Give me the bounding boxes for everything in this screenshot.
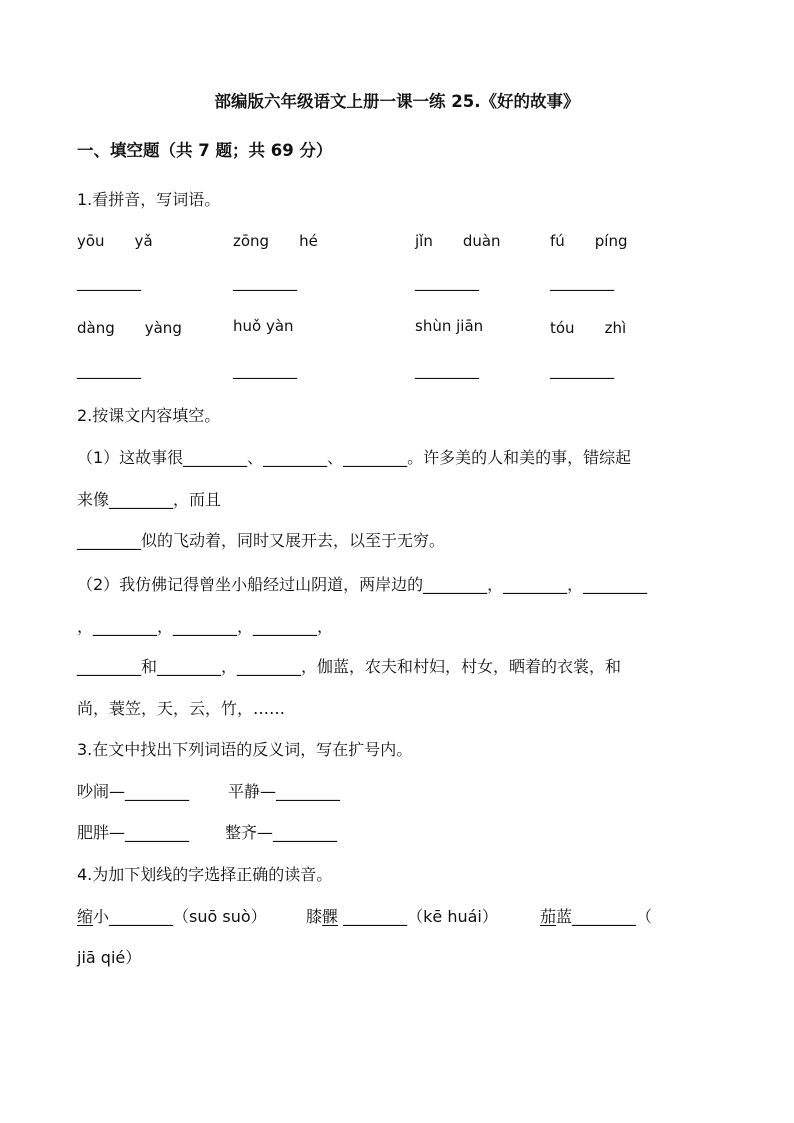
question-1-prompt: 1.看拼音，写词语。 (77, 190, 221, 209)
item-text: 蓝________（ (556, 907, 653, 926)
answer-blank[interactable]: ________ (550, 272, 614, 291)
item-text: 膝 (306, 907, 323, 926)
question-2-part2-line4: 尚，蓑笠，天，云，竹，…… (77, 699, 286, 718)
antonym-item: 肥胖—________ (77, 823, 190, 842)
pronunciation-item-3 (540, 904, 652, 927)
pinyin-5: dàng yàng (77, 319, 182, 337)
question-2-part1-line1: （1）这故事很________、________、________。许多美的人和美的事，错综起 (77, 448, 632, 467)
question-3-prompt: 3.在文中找出下列词语的反义词，写在扩号内。 (77, 740, 413, 759)
pronunciation-item-2 (306, 904, 498, 927)
answer-blank[interactable]: ________ (550, 360, 614, 379)
underlined-char: 缩 (77, 907, 94, 926)
answer-blank[interactable]: ________ (233, 360, 297, 379)
question-2-part2-line3: ________和________，________，伽蓝，农夫和村妇，村女，晒着的衣裳，和 (77, 657, 622, 676)
item-text: ________（kē huái） (338, 907, 498, 926)
pinyin-8: tóu zhì (550, 319, 627, 337)
pinyin-7: shùn jiān (415, 317, 484, 335)
pronunciation-item-1 (77, 904, 267, 927)
answer-blank[interactable]: ________ (233, 272, 297, 291)
pinyin-4: fú píng (550, 232, 628, 250)
pinyin-1: yōu yǎ (77, 232, 153, 250)
underlined-char: 茄 (540, 907, 557, 926)
antonym-item: 平静—________ (228, 782, 341, 801)
antonym-item: 整齐—________ (225, 823, 338, 842)
answer-blank[interactable]: ________ (77, 360, 141, 379)
pinyin-6: huǒ yàn (233, 317, 294, 335)
pinyin-3: jǐn duàn (415, 232, 501, 250)
question-2-prompt: 2.按课文内容填空。 (77, 406, 221, 425)
question-2-part2-line1: （2）我仿佛记得曾坐小船经过山阴道，两岸边的________，________，________ (77, 575, 648, 594)
answer-blank[interactable]: ________ (415, 272, 479, 291)
item-text: 小________（suō suò） (93, 907, 267, 926)
answer-blank[interactable]: ________ (415, 360, 479, 379)
underlined-char: 髁 (322, 907, 339, 926)
section-heading: 一、填空题（共 7 题；共 69 分） (77, 141, 333, 160)
question-4-prompt: 4.为加下划线的字选择正确的读音。 (77, 865, 333, 884)
pronunciation-item-3-continued: jiā qié） (77, 948, 142, 967)
question-2-part1-line3: ________似的飞动着，同时又展开去，以至于无穷。 (77, 531, 446, 550)
antonym-item: 吵闹—________ (77, 782, 190, 801)
pinyin-2: zōng hé (233, 232, 318, 250)
answer-blank[interactable]: ________ (77, 272, 141, 291)
document-title: 部编版六年级语文上册一课一练 25.《好的故事》 (214, 92, 580, 111)
question-2-part1-line2: 来像________，而且 (77, 490, 222, 509)
question-2-part2-line2: ，________，________，________， (77, 617, 334, 636)
